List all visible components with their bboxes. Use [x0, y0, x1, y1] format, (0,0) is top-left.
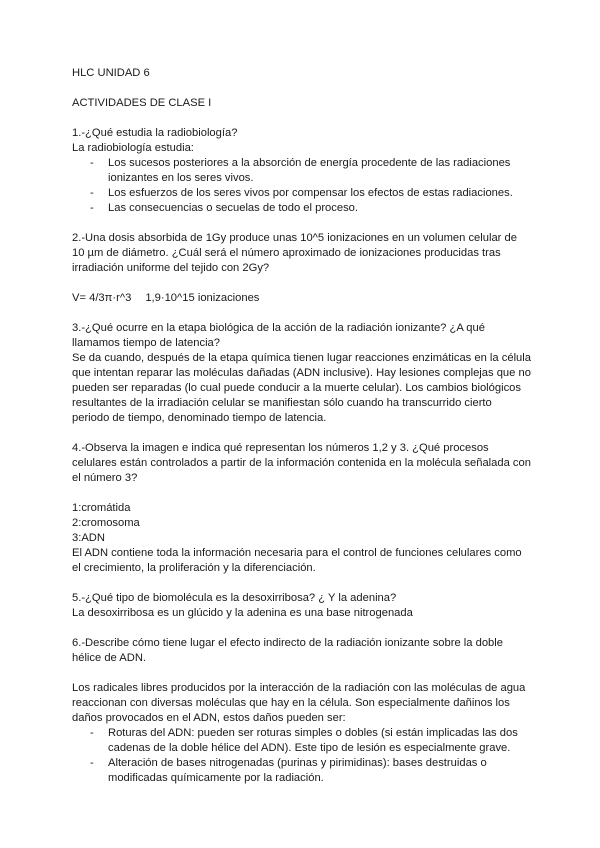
- doc-subtitle: ACTIVIDADES DE CLASE I: [72, 97, 212, 109]
- question-6: 6.-Describe cómo tiene lugar el efecto indirecto de la radiación ionizante sobre la doble hélice de ADN.: [72, 637, 503, 664]
- question-1: 1.-¿Qué estudia la radiobiología?: [72, 127, 238, 139]
- answer-6: Los radicales libres producidos por la interacción de la radiación con las moléculas de agua reaccionan con diversas moléculas que hay en la célula. Son especialmente dañinos los daños provocados en el ADN, estos daños pueden ser:: [72, 682, 526, 724]
- ionization-result: 1,9·10^15 ionizaciones: [145, 292, 260, 304]
- answer-6-list: [72, 726, 532, 786]
- list-item: - Las consecuencias o secuelas de todo el proceso.: [72, 201, 532, 216]
- answer-4-item-3: 3:ADN: [72, 532, 105, 544]
- answer-3: Se da cuando, después de la etapa química tienen lugar reacciones enzimáticas en la célula que intentan reparar las moléculas dañadas (ADN inclusive). Hay lesiones complejas que no pueden ser reparadas (lo cual puede conducir a la muerte celular). Los cambios biológicos resultantes de la irradiación celular se manifiestan sólo cuando ha transcurrido cierto periodo de tiempo, denominado tiempo de latencia.: [72, 352, 531, 424]
- list-item: - Alteración de bases nitrogenadas (purinas y pirimidinas): bases destruidas o modificadas químicamente por la radiación.: [72, 756, 532, 786]
- volume-formula: V= 4/3π·r^3: [72, 292, 132, 304]
- answer-1-intro: La radiobiología estudia:: [72, 142, 194, 154]
- answer-4: El ADN contiene toda la información necesaria para el control de funciones celulares como el crecimiento, la proliferación y la diferenciación.: [72, 547, 522, 574]
- question-3: 3.-¿Qué ocurre en la etapa biológica de la acción de la radiación ionizante? ¿A qué llamamos tiempo de latencia?: [72, 322, 485, 349]
- doc-title: HLC UNIDAD 6: [72, 67, 150, 79]
- document-body: [72, 66, 532, 786]
- list-item: - Los esfuerzos de los seres vivos por compensar los efectos de estas radiaciones.: [72, 186, 532, 201]
- list-item: - Roturas del ADN: pueden ser roturas simples o dobles (si están implicadas las dos cadenas de la doble hélice del ADN). Este tipo de lesión es especialmente grave.: [72, 726, 532, 756]
- answer-1-list: [72, 156, 532, 216]
- list-item: - Los sucesos posteriores a la absorción de energía procedente de las radiaciones ionizantes en los seres vivos.: [72, 156, 532, 186]
- answer-5: La desoxirribosa es un glúcido y la adenina es una base nitrogenada: [72, 607, 413, 619]
- question-2: 2.-Una dosis absorbida de 1Gy produce unas 10^5 ionizaciones en un volumen celular de 10 µm de diámetro. ¿Cuál será el número aproximado de ionizaciones producidas tras irradiación uniforme del tejido con 2Gy?: [72, 232, 517, 274]
- question-4: 4.-Observa la imagen e indica qué representan los números 1,2 y 3. ¿Qué procesos celulares están controlados a partir de la información contenida en la molécula señalada con el número 3?: [72, 442, 531, 484]
- answer-4-item-1: 1:cromátida: [72, 502, 131, 514]
- question-5: 5.-¿Qué tipo de biomolécula es la desoxirribosa? ¿ Y la adenina?: [72, 592, 397, 604]
- answer-2: [72, 291, 532, 306]
- answer-4-item-2: 2:cromosoma: [72, 517, 140, 529]
